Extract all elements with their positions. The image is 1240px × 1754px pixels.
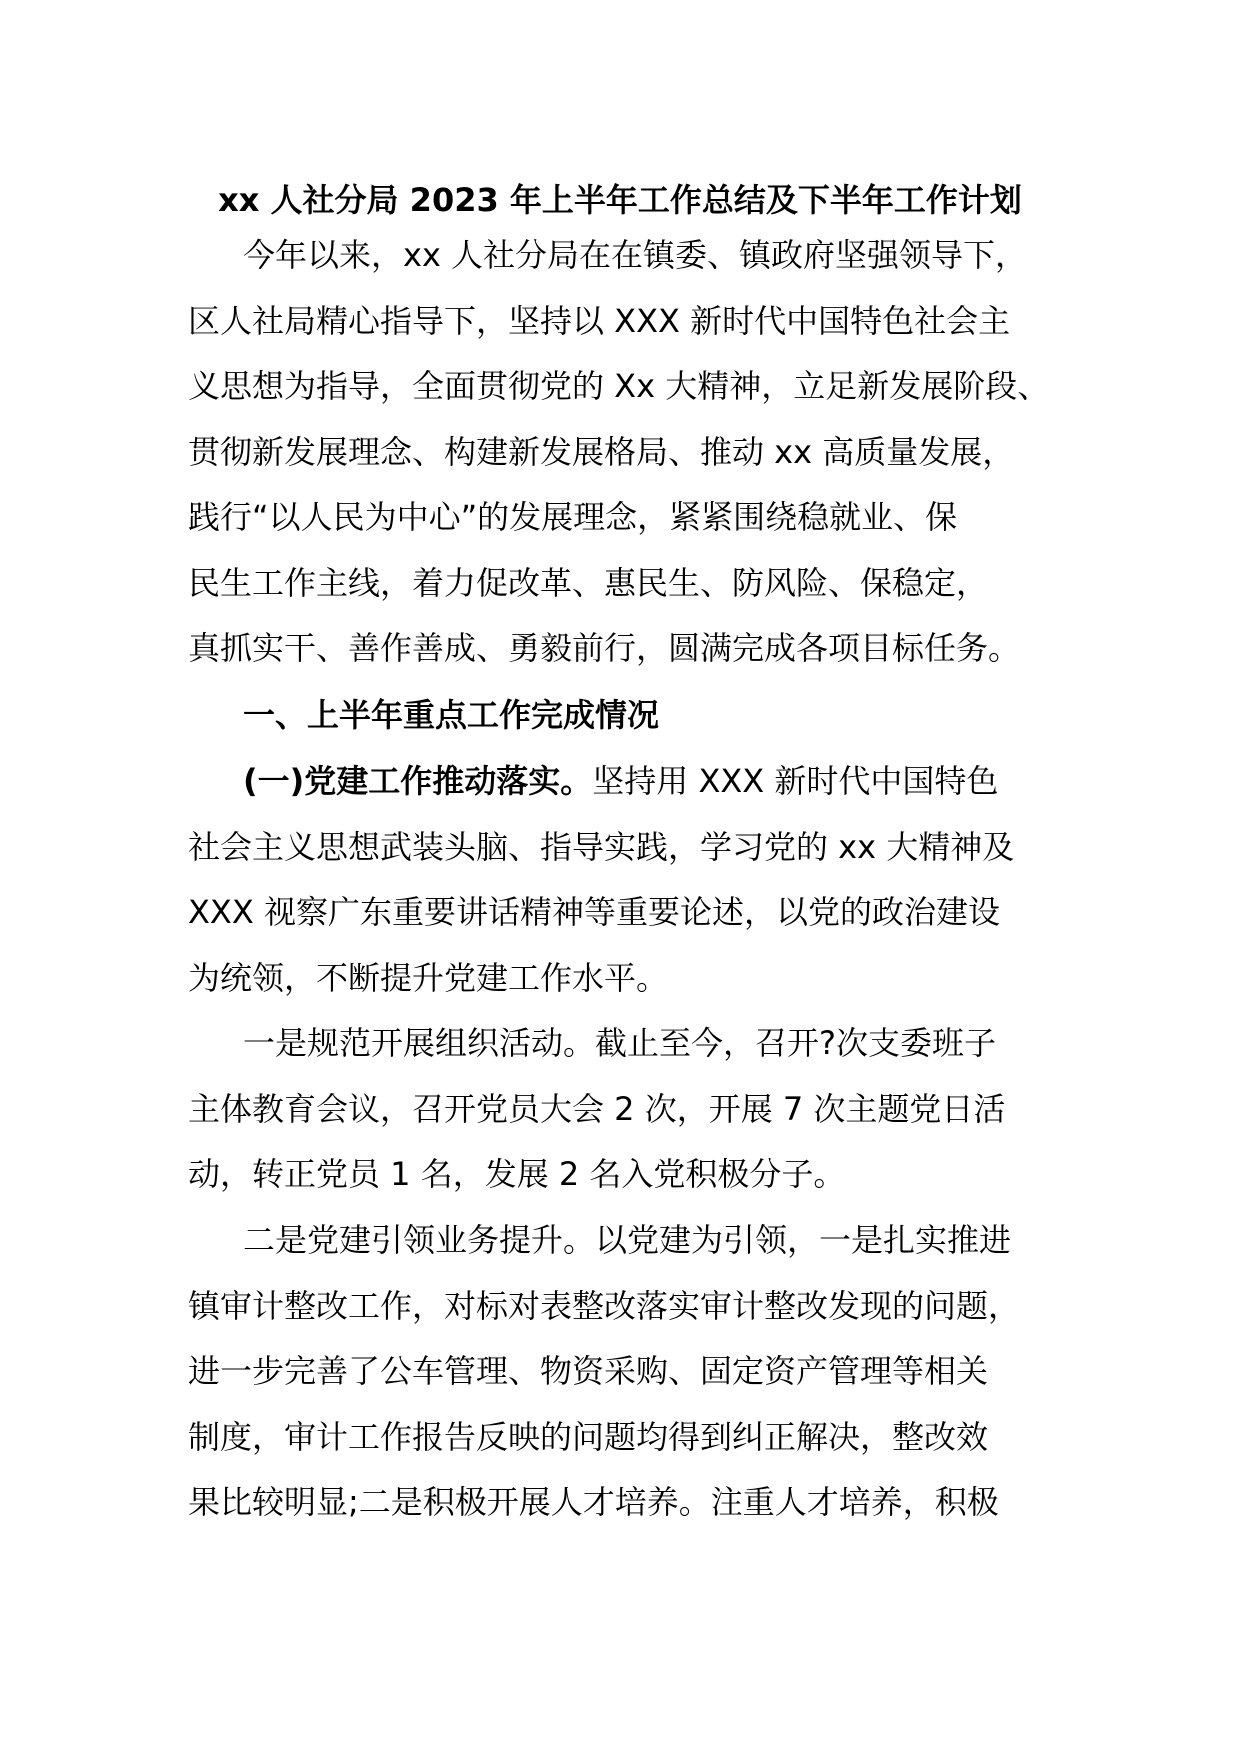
item-lead: (一)党建工作推动落实。 (243, 762, 593, 800)
text-line: 今年以来，xx 人社分局在在镇委、镇政府坚强领导下， (243, 236, 1028, 274)
party-building-paragraph (188, 749, 1088, 1011)
text-line (188, 749, 1088, 815)
text-line: 果比较明显;二是积极开展人才培养。注重人才培养，积极 (188, 1483, 999, 1521)
text-line: 主体教育会议，召开党员大会 2 次，开展 7 次主题党日活 (188, 1089, 1006, 1128)
text-line: 一是规范开展组织活动。截止至今，召开?次支委班子 (243, 1024, 996, 1062)
text-line: 制度，审计工作报告反映的问题均得到纠正解决，整改效 (188, 1417, 989, 1456)
item-text: 坚持用 XXX 新时代中国特色 (592, 762, 999, 800)
text-line: 真抓实干、善作善成、勇毅前行，圆满完成各项目标任务。 (188, 629, 1021, 667)
text-line: 社会主义思想武装头脑、指导实践，学习党的 xx 大精神及 (188, 827, 1015, 866)
section-heading: 一、上半年重点工作完成情况 (243, 696, 660, 734)
text-line: 进一步完善了公车管理、物资采购、固定资产管理等相关 (188, 1352, 989, 1390)
text-line: XXX 视察广东重要讲话精神等重要论述，以党的政治建设 (188, 893, 1000, 931)
text-line: 动，转正党员 1 名，发展 2 名入党积极分子。 (188, 1155, 846, 1193)
party-leading-paragraph (188, 1208, 1088, 1536)
text-line: 镇审计整改工作，对标对表整改落实审计整改发现的问题， (188, 1286, 1021, 1325)
text-line: 民生工作主线，着力促改革、惠民生、防风险、保稳定， (188, 563, 989, 602)
intro-paragraph (188, 223, 1088, 682)
text-line: 践行“以人民为中心”的发展理念，紧紧围绕稳就业、保 (188, 498, 958, 536)
document-title: xx 人社分局 2023 年上半年工作总结及下半年工作计划 (218, 181, 1022, 219)
text-line: 二是党建引领业务提升。以党建为引领，一是扎实推进 (243, 1221, 1012, 1259)
text-line: 为统领，不断提升党建工作水平。 (188, 958, 669, 997)
text-line: 义思想为指导，全面贯彻党的 Xx 大精神，立足新发展阶段、 (188, 367, 1050, 405)
section-heading-paragraph (188, 683, 1088, 749)
text-line: 区人社局精心指导下，坚持以 XXX 新时代中国特色社会主 (188, 301, 1011, 340)
text-line: 贯彻新发展理念、构建新发展格局、推动 xx 高质量发展， (188, 432, 1015, 471)
organization-activity-paragraph (188, 1011, 1088, 1208)
